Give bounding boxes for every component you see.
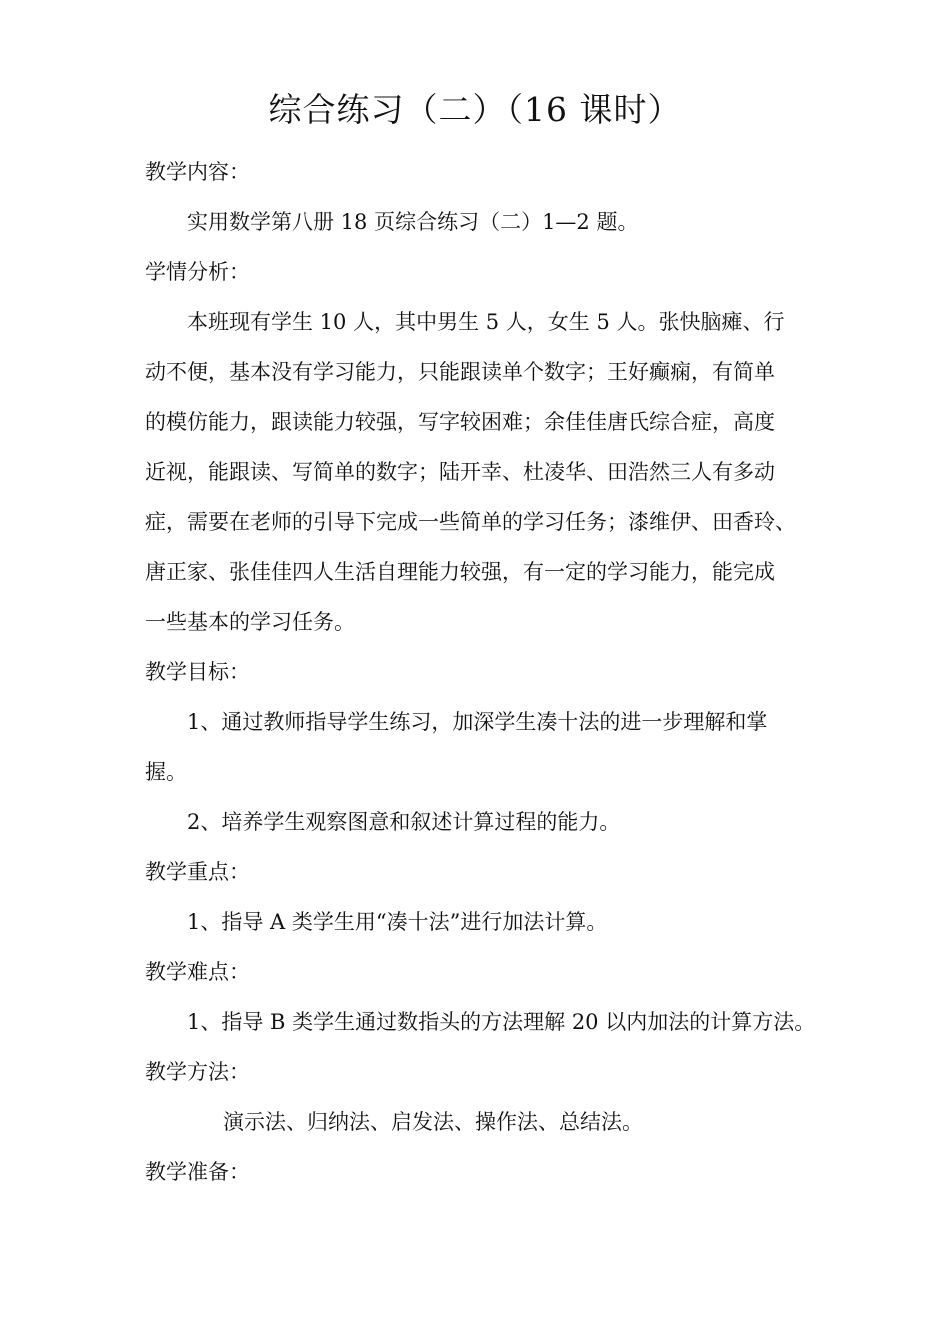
key-point-line: 1、指导 A 类学生用“凑十法”进行加法计算。	[187, 910, 608, 934]
student-analysis-line: 近视，能跟读、写简单的数字；陆开幸、杜凌华、田浩然三人有多动	[145, 460, 775, 484]
heading-teaching-content: 教学内容：	[145, 160, 250, 184]
student-analysis-line: 症，需要在老师的引导下完成一些简单的学习任务；漆维伊、田香玲、	[145, 510, 796, 534]
student-analysis-line: 本班现有学生 10 人，其中男生 5 人，女生 5 人。张快脑瘫、行	[187, 310, 785, 334]
page-title: 综合练习（二）（16 课时）	[268, 90, 682, 129]
objective-line: 1、通过教师指导学生练习，加深学生凑十法的进一步理解和掌	[187, 710, 768, 734]
heading-student-analysis: 学情分析：	[145, 260, 250, 284]
heading-teaching-methods: 教学方法：	[145, 1060, 250, 1084]
heading-teaching-preparation: 教学准备：	[145, 1160, 250, 1184]
heading-key-points: 教学重点：	[145, 860, 250, 884]
heading-teaching-objectives: 教学目标：	[145, 660, 250, 684]
objective-line: 握。	[145, 760, 187, 784]
student-analysis-line: 的模仿能力，跟读能力较强，写字较困难；余佳佳唐氏综合症，高度	[145, 410, 775, 434]
student-analysis-line: 一些基本的学习任务。	[145, 610, 355, 634]
teaching-content-text: 实用数学第八册 18 页综合练习（二）1—2 题。	[187, 210, 639, 234]
heading-difficulties: 教学难点：	[145, 960, 250, 984]
document-body	[145, 147, 825, 1197]
difficulty-line: 1、指导 B 类学生通过数指头的方法理解 20 以内加法的计算方法。	[187, 1010, 816, 1034]
student-analysis-line: 唐正家、张佳佳四人生活自理能力较强，有一定的学习能力，能完成	[145, 560, 775, 584]
objective-line: 2、培养学生观察图意和叙述计算过程的能力。	[187, 810, 621, 834]
methods-line: 演示法、归纳法、启发法、操作法、总结法。	[223, 1110, 643, 1134]
student-analysis-line: 动不便，基本没有学习能力，只能跟读单个数字；王好癫痫，有简单	[145, 360, 775, 384]
